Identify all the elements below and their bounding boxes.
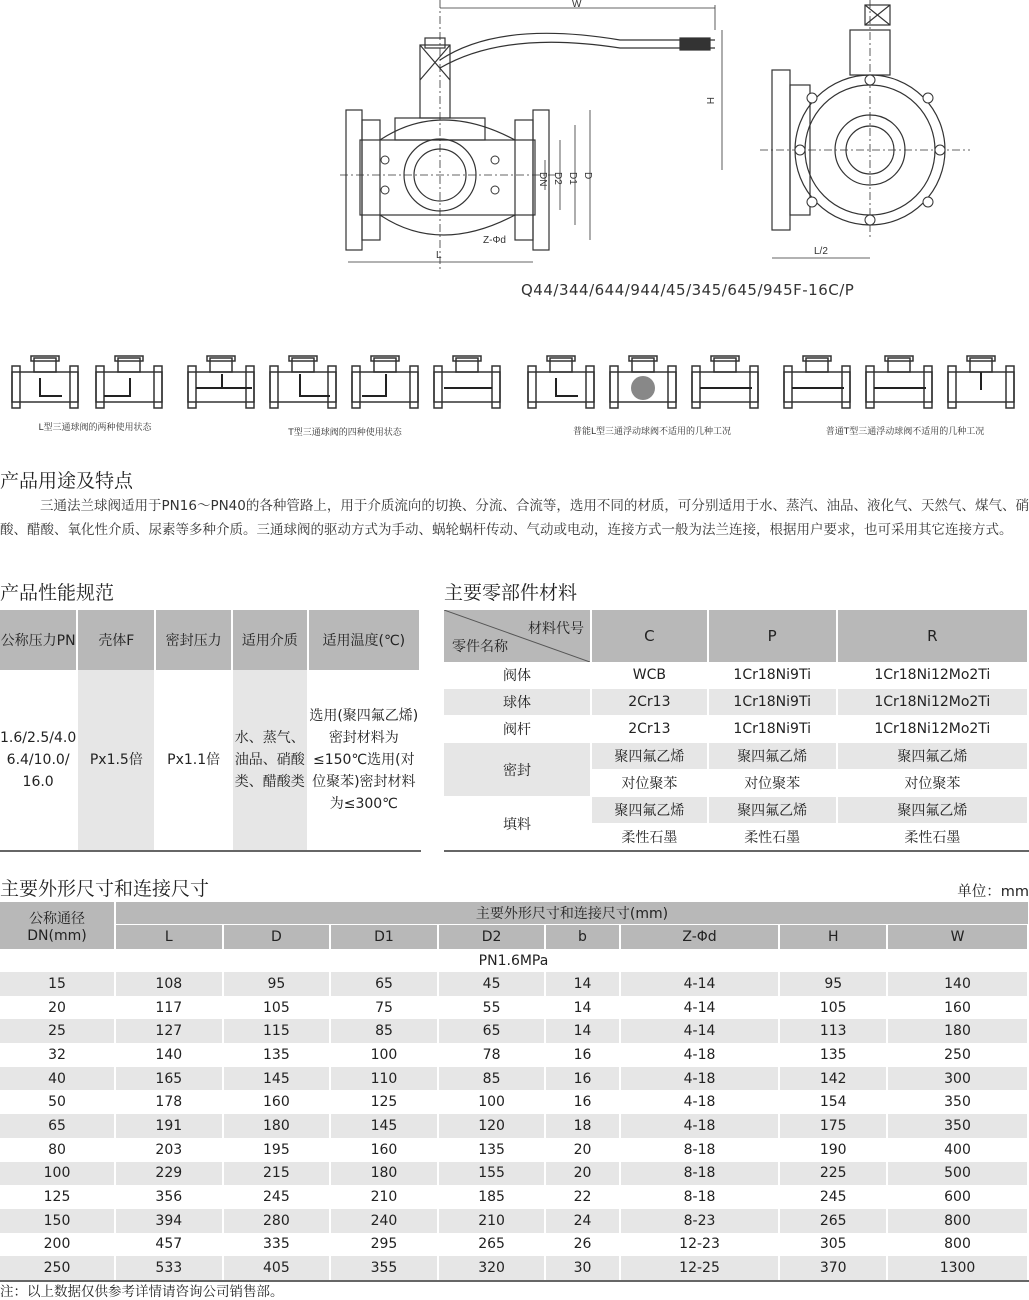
material-code-c: C	[591, 610, 708, 662]
model-caption: Q44/344/644/944/45/345/645/945F-16C/P	[521, 281, 855, 299]
table-row	[0, 1209, 1028, 1233]
dim-cell: 250	[887, 1043, 1028, 1067]
dim-cell: 165	[115, 1067, 223, 1091]
dims-col-header: D2	[438, 925, 546, 950]
dims-header-dn: 公称通径 DN(mm)	[0, 902, 115, 949]
dim-cell: 8-18	[620, 1185, 780, 1209]
dim-cell: 140	[887, 972, 1028, 996]
dim-cell: 100	[438, 1090, 546, 1114]
table-row	[0, 1067, 1028, 1091]
dim-cell: 24	[545, 1209, 619, 1233]
dim-cell: 108	[115, 972, 223, 996]
caption-t-type-states: T型三通球阀的四种使用状态	[288, 428, 402, 438]
table-row	[0, 996, 1028, 1020]
dim-cell: 533	[115, 1256, 223, 1281]
dim-label-l-half: L/2	[814, 246, 828, 257]
dim-cell: 335	[223, 1233, 331, 1257]
table-row	[0, 1233, 1028, 1257]
material-cell: 聚四氟乙烯	[708, 797, 837, 824]
section-title-usage: 产品用途及特点	[0, 470, 134, 492]
dim-cell: 4-14	[620, 972, 780, 996]
section-title-performance: 产品性能规范	[0, 582, 115, 604]
dim-cell: 800	[887, 1209, 1028, 1233]
dn-cell: 25	[0, 1019, 115, 1043]
dim-cell: 105	[223, 996, 331, 1020]
dim-cell: 191	[115, 1114, 223, 1138]
part-name: 阀体	[444, 662, 591, 689]
unit-label: 单位：mm	[957, 884, 1029, 900]
table-row	[0, 1114, 1028, 1138]
perf-header-pn: 公称压力PN	[0, 610, 77, 670]
dim-cell: 55	[438, 996, 546, 1020]
dim-cell: 120	[438, 1114, 546, 1138]
dim-cell: 240	[330, 1209, 438, 1233]
material-cell: 对位聚苯	[591, 770, 708, 797]
caption-t-type-unsuitable: 普通T型三通浮动球阀不适用的几种工况	[825, 427, 985, 437]
section-title-dimensions: 主要外形尺寸和连接尺寸	[0, 878, 210, 900]
flow-diagram-group-3	[528, 356, 758, 408]
dim-cell: 135	[779, 1043, 887, 1067]
dims-col-header: D1	[330, 925, 438, 950]
dim-cell: 145	[330, 1114, 438, 1138]
dims-col-header: D	[223, 925, 331, 950]
corner-material-code: 材料代号	[528, 621, 584, 637]
dim-cell: 160	[330, 1138, 438, 1162]
dim-cell: 160	[223, 1090, 331, 1114]
dim-cell: 180	[223, 1114, 331, 1138]
dim-cell: 14	[545, 1019, 619, 1043]
flow-diagram-group-2	[188, 356, 500, 408]
dim-label-d: D	[582, 172, 593, 180]
dim-cell: 4-18	[620, 1067, 780, 1091]
material-cell: 1Cr18Ni9Ti	[708, 716, 837, 743]
dims-col-header: W	[887, 925, 1028, 950]
dim-cell: 305	[779, 1233, 887, 1257]
dim-cell: 113	[779, 1019, 887, 1043]
dim-label-d1: D1	[567, 172, 578, 185]
dim-cell: 178	[115, 1090, 223, 1114]
dim-cell: 125	[330, 1090, 438, 1114]
table-row	[0, 1019, 1028, 1043]
dim-cell: 26	[545, 1233, 619, 1257]
material-cell: 聚四氟乙烯	[591, 743, 708, 770]
table-row	[0, 1043, 1028, 1067]
material-cell: 聚四氟乙烯	[591, 797, 708, 824]
perf-header-medium: 适用介质	[232, 610, 308, 670]
dim-cell: 280	[223, 1209, 331, 1233]
dn-cell: 250	[0, 1256, 115, 1281]
material-cell: 1Cr18Ni12Mo2Ti	[837, 716, 1028, 743]
dims-col-header: Z-Φd	[620, 925, 780, 950]
part-name: 填料	[444, 797, 591, 852]
material-cell: 2Cr13	[591, 716, 708, 743]
dim-cell: 245	[223, 1185, 331, 1209]
dim-cell: 14	[545, 972, 619, 996]
dim-cell: 229	[115, 1162, 223, 1186]
dim-cell: 4-18	[620, 1090, 780, 1114]
caption-l-type-states: L型三通球阀的两种使用状态	[38, 423, 152, 433]
materials-table	[444, 610, 1029, 852]
dim-cell: 400	[887, 1138, 1028, 1162]
material-cell: 对位聚苯	[837, 770, 1028, 797]
dim-cell: 356	[115, 1185, 223, 1209]
valve-technical-drawing	[330, 0, 970, 270]
perf-cell-shell: Px1.5倍	[77, 670, 155, 851]
material-cell: 1Cr18Ni12Mo2Ti	[837, 689, 1028, 716]
dim-cell: 350	[887, 1090, 1028, 1114]
dn-cell: 50	[0, 1090, 115, 1114]
dim-cell: 245	[779, 1185, 887, 1209]
dim-cell: 85	[438, 1067, 546, 1091]
dim-label-z-phid: Z-Φd	[483, 235, 506, 246]
perf-header-temperature: 适用温度(℃)	[308, 610, 420, 670]
dim-cell: 175	[779, 1114, 887, 1138]
performance-table	[0, 610, 421, 852]
dn-cell: 100	[0, 1162, 115, 1186]
dim-cell: 95	[779, 972, 887, 996]
dim-cell: 110	[330, 1067, 438, 1091]
part-name: 阀杆	[444, 716, 591, 743]
material-cell: 柔性石墨	[837, 824, 1028, 852]
material-cell: 1Cr18Ni9Ti	[708, 662, 837, 689]
dim-cell: 195	[223, 1138, 331, 1162]
flow-state-diagrams	[0, 350, 1029, 420]
perf-cell-medium: 水、蒸气、油品、硝酸类、醋酸类	[232, 670, 308, 851]
dim-cell: 370	[779, 1256, 887, 1281]
intro-paragraph: 三通法兰球阀适用于PN16～PN40的各种管路上，用于介质流向的切换、分流、合流等，选用不同的材质，可分别适用于水、蒸汽、油品、液化气、天然气、煤气、硝酸、醋酸、氧化性介质、尿素等多种介质。三通球阀的驱动方式为手动、蜗轮蜗杆传动、气动或电动，连接方式一般为法兰连接，根据用户要求，也可采用其它连接方式。	[0, 498, 1029, 538]
dim-cell: 14	[545, 996, 619, 1020]
material-cell: 柔性石墨	[591, 824, 708, 852]
dim-cell: 4-14	[620, 996, 780, 1020]
dim-cell: 16	[545, 1067, 619, 1091]
section-title-materials: 主要零部件材料	[444, 582, 578, 604]
table-row	[0, 1185, 1028, 1209]
dim-cell: 225	[779, 1162, 887, 1186]
table-row	[0, 972, 1028, 996]
dim-cell: 18	[545, 1114, 619, 1138]
dim-cell: 20	[545, 1138, 619, 1162]
dim-cell: 95	[223, 972, 331, 996]
material-cell: 对位聚苯	[708, 770, 837, 797]
dims-col-header: H	[779, 925, 887, 950]
dim-cell: 300	[887, 1067, 1028, 1091]
dim-label-h: H	[704, 97, 715, 105]
dims-col-header: b	[545, 925, 619, 950]
dim-cell: 8-18	[620, 1138, 780, 1162]
material-cell: 1Cr18Ni12Mo2Ti	[837, 662, 1028, 689]
dn-cell: 65	[0, 1114, 115, 1138]
dn-cell: 40	[0, 1067, 115, 1091]
dim-cell: 265	[779, 1209, 887, 1233]
dim-cell: 457	[115, 1233, 223, 1257]
dim-cell: 350	[887, 1114, 1028, 1138]
dim-cell: 210	[438, 1209, 546, 1233]
dim-label-dn: DN	[537, 172, 548, 187]
dim-label-l: L	[436, 250, 442, 261]
caption-l-type-unsuitable: 普能L型三通浮动球阀不适用的几种工况	[572, 427, 731, 437]
dim-cell: 100	[330, 1043, 438, 1067]
material-cell: 聚四氟乙烯	[837, 797, 1028, 824]
dim-cell: 135	[438, 1138, 546, 1162]
dims-col-header: L	[115, 925, 223, 950]
dim-cell: 4-18	[620, 1043, 780, 1067]
dim-cell: 800	[887, 1233, 1028, 1257]
dn-cell: 80	[0, 1138, 115, 1162]
dim-cell: 355	[330, 1256, 438, 1281]
dim-label-w: W	[572, 0, 582, 10]
table-row	[0, 1138, 1028, 1162]
material-code-p: P	[708, 610, 837, 662]
dim-cell: 20	[545, 1162, 619, 1186]
dim-cell: 405	[223, 1256, 331, 1281]
dim-cell: 142	[779, 1067, 887, 1091]
dims-header-group: 主要外形尺寸和连接尺寸(mm)	[115, 902, 1028, 925]
dim-cell: 30	[545, 1256, 619, 1281]
perf-header-shell: 壳体F	[77, 610, 155, 670]
perf-cell-temperature: 选用(聚四氟乙烯)密封材料为≤150℃选用(对位聚苯)密封材料为≤300℃	[308, 670, 420, 851]
dn-cell: 150	[0, 1209, 115, 1233]
dim-cell: 160	[887, 996, 1028, 1020]
material-cell: 柔性石墨	[708, 824, 837, 852]
dn-cell: 32	[0, 1043, 115, 1067]
dn-cell: 20	[0, 996, 115, 1020]
dim-cell: 180	[887, 1019, 1028, 1043]
dim-cell: 600	[887, 1185, 1028, 1209]
dim-cell: 115	[223, 1019, 331, 1043]
material-code-r: R	[837, 610, 1028, 662]
dim-cell: 16	[545, 1090, 619, 1114]
part-name: 密封	[444, 743, 591, 797]
table-row	[0, 1162, 1028, 1186]
perf-cell-pn: 1.6/2.5/4.0 6.4/10.0/ 16.0	[0, 670, 77, 851]
perf-cell-seal-pressure: Px1.1倍	[155, 670, 231, 851]
dim-cell: 12-23	[620, 1233, 780, 1257]
materials-corner-header	[444, 610, 591, 662]
dim-cell: 4-14	[620, 1019, 780, 1043]
dim-cell: 65	[330, 972, 438, 996]
dim-label-d2: D2	[552, 172, 563, 185]
dim-cell: 85	[330, 1019, 438, 1043]
dim-cell: 22	[545, 1185, 619, 1209]
flow-diagram-group-1	[12, 356, 162, 408]
dimensions-table	[0, 902, 1029, 1282]
dim-cell: 135	[223, 1043, 331, 1067]
dim-cell: 78	[438, 1043, 546, 1067]
dim-cell: 140	[115, 1043, 223, 1067]
dim-cell: 190	[779, 1138, 887, 1162]
material-cell: 1Cr18Ni9Ti	[708, 689, 837, 716]
dim-cell: 295	[330, 1233, 438, 1257]
perf-header-seal-pressure: 密封压力	[155, 610, 231, 670]
dim-cell: 4-18	[620, 1114, 780, 1138]
dim-cell: 394	[115, 1209, 223, 1233]
dim-cell: 203	[115, 1138, 223, 1162]
dn-cell: 15	[0, 972, 115, 996]
dim-cell: 105	[779, 996, 887, 1020]
table-row	[0, 1090, 1028, 1114]
dim-cell: 210	[330, 1185, 438, 1209]
dim-cell: 500	[887, 1162, 1028, 1186]
dim-cell: 180	[330, 1162, 438, 1186]
dim-cell: 75	[330, 996, 438, 1020]
dim-cell: 154	[779, 1090, 887, 1114]
dim-cell: 65	[438, 1019, 546, 1043]
dim-cell: 145	[223, 1067, 331, 1091]
dn-cell: 125	[0, 1185, 115, 1209]
pressure-rating-row: PN1.6MPa	[0, 949, 1028, 972]
dim-cell: 265	[438, 1233, 546, 1257]
table-row	[0, 1256, 1028, 1281]
dn-cell: 200	[0, 1233, 115, 1257]
dim-cell: 8-23	[620, 1209, 780, 1233]
dim-cell: 16	[545, 1043, 619, 1067]
material-cell: WCB	[591, 662, 708, 689]
dim-cell: 215	[223, 1162, 331, 1186]
corner-part-name: 零件名称	[452, 639, 508, 655]
dim-cell: 155	[438, 1162, 546, 1186]
material-cell: 2Cr13	[591, 689, 708, 716]
material-cell: 聚四氟乙烯	[837, 743, 1028, 770]
material-cell: 聚四氟乙烯	[708, 743, 837, 770]
dim-cell: 127	[115, 1019, 223, 1043]
dim-cell: 1300	[887, 1256, 1028, 1281]
dim-cell: 117	[115, 996, 223, 1020]
dim-cell: 320	[438, 1256, 546, 1281]
flow-diagram-group-4	[784, 356, 1014, 408]
dim-cell: 12-25	[620, 1256, 780, 1281]
footnote: 注：以上数据仅供参考详情请咨询公司销售部。	[0, 1284, 284, 1300]
dim-cell: 45	[438, 972, 546, 996]
dim-cell: 185	[438, 1185, 546, 1209]
part-name: 球体	[444, 689, 591, 716]
dim-cell: 8-18	[620, 1162, 780, 1186]
